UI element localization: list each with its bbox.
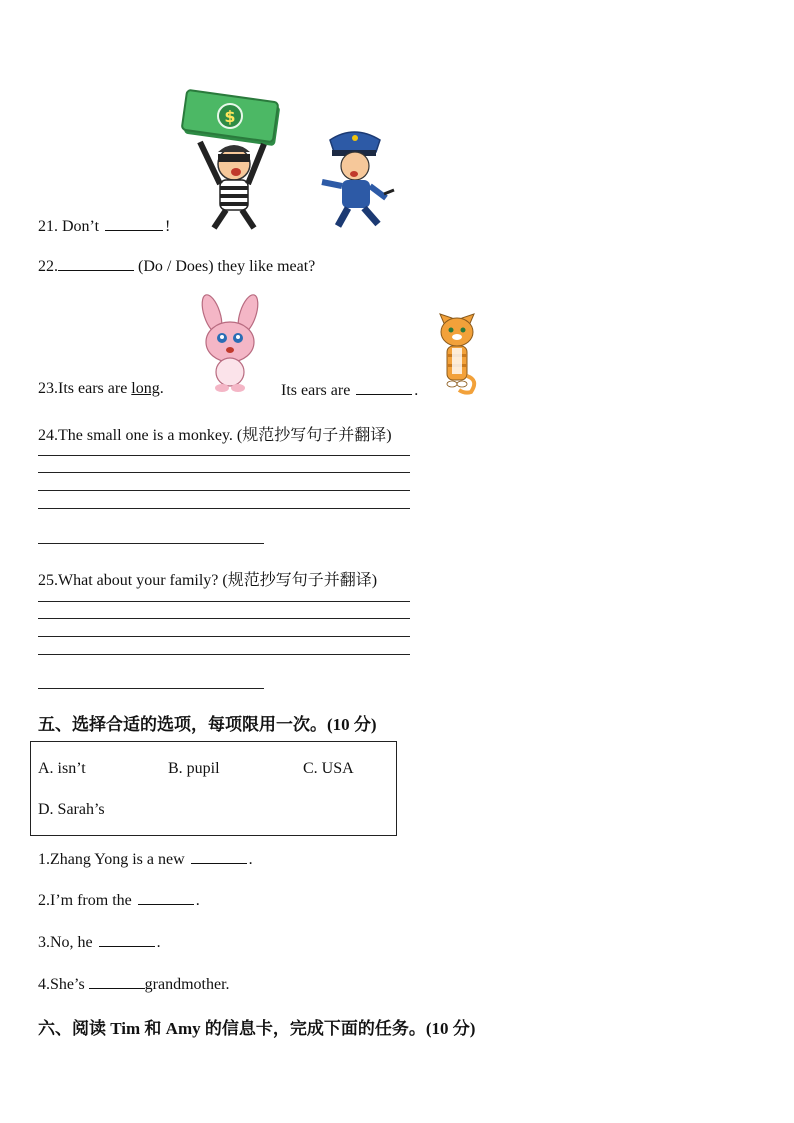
translation-line[interactable] <box>38 688 264 689</box>
section-6-heading: 六、阅读 Tim 和 Amy 的信息卡，完成下面的任务。(10 分) <box>38 1019 476 1038</box>
section-5-item-1: 1.Zhang Yong is a new . <box>38 851 253 868</box>
section-5-item-2: 2.I’m from the . <box>38 892 200 909</box>
question-23: 23.Its ears are long. <box>38 380 164 397</box>
writing-line[interactable] <box>38 490 410 491</box>
answer-blank[interactable] <box>105 216 163 231</box>
answer-blank[interactable] <box>356 380 412 395</box>
thief-icon <box>200 142 264 228</box>
options-box <box>30 741 397 836</box>
writing-line[interactable] <box>38 455 410 456</box>
money-bundle-icon <box>182 90 281 146</box>
thief-with-money-illustration <box>180 92 290 232</box>
section-5-heading: 五、选择合适的选项，每项限用一次。(10 分) <box>38 715 377 734</box>
answer-blank[interactable] <box>99 932 155 947</box>
answer-blank[interactable] <box>138 890 194 905</box>
question-25: 25.What about your family? (规范抄写句子并翻译) <box>38 572 378 589</box>
writing-line[interactable] <box>38 508 410 509</box>
writing-line[interactable] <box>38 618 410 619</box>
section-5-item-4: 4.She’s grandmother. <box>38 976 230 993</box>
police-officer-icon <box>318 128 398 230</box>
answer-blank[interactable] <box>191 849 247 864</box>
cat-icon <box>434 306 480 394</box>
writing-line[interactable] <box>38 601 410 602</box>
question-21: 21. Don’t ! <box>38 218 171 235</box>
writing-line[interactable] <box>38 636 410 637</box>
option-a: A. isn’t <box>38 760 86 777</box>
writing-line[interactable] <box>38 472 410 473</box>
svg-text:$: $ <box>224 107 236 126</box>
writing-line[interactable] <box>38 654 410 655</box>
answer-blank[interactable] <box>89 974 145 989</box>
question-22: 22. (Do / Does) they like meat? <box>38 258 316 275</box>
section-5-item-3: 3.No, he . <box>38 934 161 951</box>
answer-blank[interactable] <box>58 256 134 271</box>
question-24: 24.The small one is a monkey. (规范抄写句子并翻译) <box>38 427 392 444</box>
question-23-part-b: Its ears are . <box>281 382 419 399</box>
translation-line[interactable] <box>38 543 264 544</box>
option-c: C. USA <box>303 760 354 777</box>
option-d: D. Sarah’s <box>38 801 105 818</box>
rabbit-icon <box>192 294 268 392</box>
option-b: B. pupil <box>168 760 220 777</box>
